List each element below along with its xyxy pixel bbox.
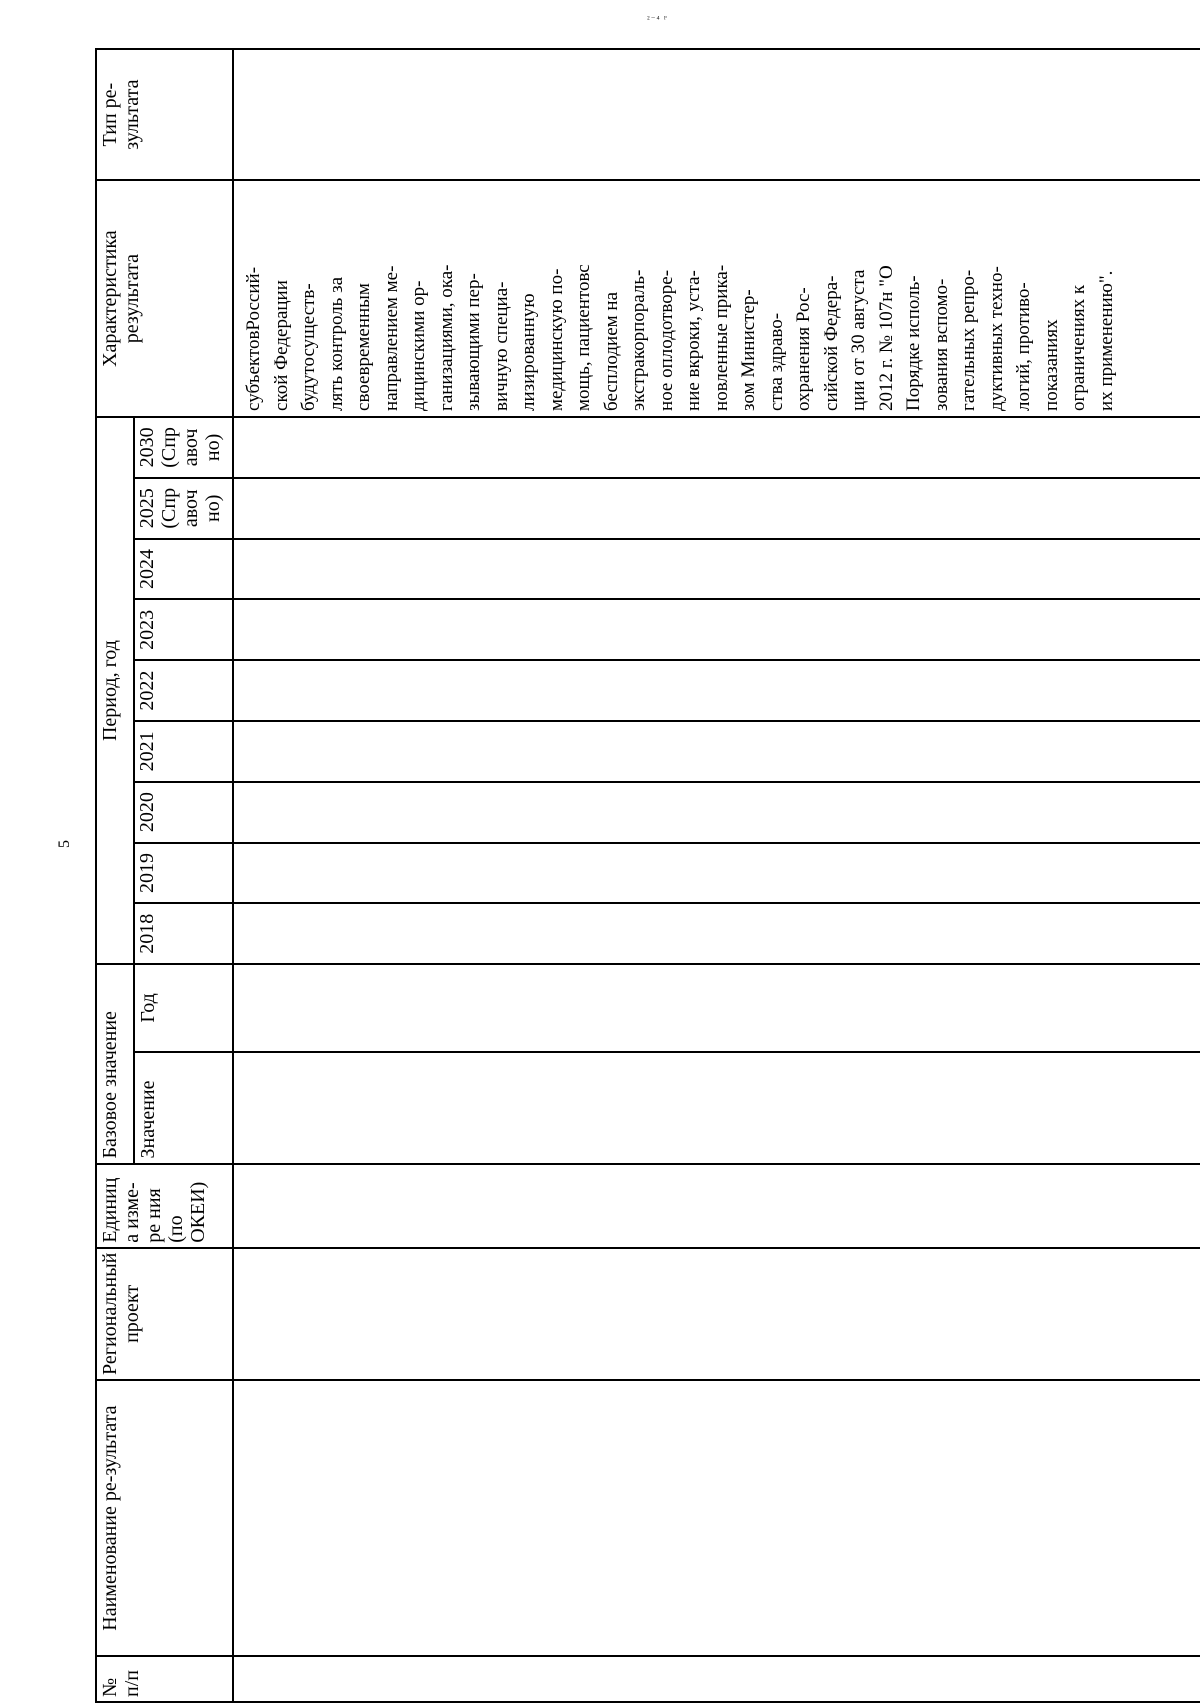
year-2022: 2022 [134, 660, 233, 721]
page-number: 5 [56, 840, 73, 848]
characteristics-line: дуктивных техно- [985, 266, 1007, 411]
characteristics-line: своевременным [353, 283, 374, 411]
cell-value-2023 [233, 599, 1200, 660]
characteristics-line: субъектовРоссий- [243, 266, 264, 411]
characteristics-line: вичную специа- [490, 281, 512, 411]
characteristics-line: гательных репро- [958, 269, 979, 411]
cell-value-2030 [233, 417, 1200, 478]
cell-base-year [233, 964, 1200, 1051]
results-table [95, 48, 1200, 1703]
year-2021: 2021 [134, 721, 233, 782]
characteristics-line: мощь, пациентовс [573, 264, 594, 411]
characteristics-line: ограничениях к [1068, 284, 1089, 411]
characteristics-line: ции от 30 августа [848, 269, 869, 411]
rotated-table-container [95, 48, 1200, 1703]
characteristics-line: экстракорпораль- [628, 269, 649, 411]
header-result-characteristics: Характеристика результата [96, 180, 233, 417]
characteristics-line: ние вкроки, уста- [683, 270, 704, 411]
characteristics-line: Порядке исполь- [903, 275, 924, 411]
header-base-value-value: Значение [134, 1052, 233, 1164]
characteristics-line: лять контроль за [325, 276, 347, 411]
characteristics-line: охранения Рос- [793, 287, 814, 411]
characteristics-line: ганизациями, ока- [435, 264, 457, 411]
year-2019: 2019 [134, 843, 233, 904]
cell-value-2025 [233, 478, 1200, 539]
characteristics-line: дицинскими ор- [408, 280, 429, 411]
year-2024: 2024 [134, 539, 233, 600]
characteristics-line: 2012 г. № 107н "О [875, 265, 897, 411]
characteristics-line: логий, противо- [1013, 282, 1034, 411]
cell-value-2018 [233, 903, 1200, 964]
cell-value-2020 [233, 782, 1200, 843]
characteristics-line: зывающими пер- [463, 273, 484, 411]
characteristics-line: сийской Федера- [820, 275, 842, 411]
cell-base-value [233, 1052, 1200, 1164]
characteristics-line: бесплодием на [600, 291, 622, 411]
cell-value-2022 [233, 660, 1200, 721]
characteristics-line: новленные прика- [710, 264, 732, 411]
cell-value-2021 [233, 721, 1200, 782]
cell-result-characteristics [233, 180, 1200, 417]
cell-result-name [233, 1380, 1200, 1656]
cell-unit [233, 1164, 1200, 1248]
year-2025: 2025 (Спр авоч но) [134, 478, 233, 539]
header-base-value-year: Год [134, 964, 233, 1051]
characteristics-line: ства здраво- [765, 312, 787, 411]
year-2020: 2020 [134, 782, 233, 843]
year-2023: 2023 [134, 599, 233, 660]
header-result-name: Наименование ре-зультата [96, 1380, 233, 1656]
header-regional-project: Региональный проект [96, 1248, 233, 1380]
scan-mark: ²⁻⁴ ᴾ [647, 14, 668, 24]
characteristics-line: лизированную [518, 293, 539, 411]
cell-num [233, 1656, 1200, 1702]
year-2018: 2018 [134, 903, 233, 964]
header-result-type: Тип ре-зультата [96, 49, 233, 180]
cell-result-type [233, 49, 1200, 180]
characteristics-line: медицинскую по- [545, 268, 567, 411]
header-num: № п/п [96, 1656, 233, 1702]
header-base-value: Базовое значение [96, 964, 134, 1163]
year-2030: 2030 (Спр авоч но) [134, 417, 233, 478]
characteristics-line: направлением ме- [380, 265, 402, 411]
cell-regional-project [233, 1248, 1200, 1380]
characteristics-line: будутосуществ- [298, 283, 319, 411]
characteristics-line: ное оплодотворе- [655, 269, 677, 411]
characteristics-line: зования вспомо- [930, 278, 952, 411]
cell-value-2019 [233, 843, 1200, 904]
characteristics-line: их применению". [1095, 270, 1117, 411]
cell-value-2024 [233, 539, 1200, 600]
characteristics-line: показаниях [1040, 319, 1062, 411]
header-period: Период, год [96, 417, 134, 964]
characteristics-line: зом Министер- [738, 289, 759, 411]
header-unit: Единиц а изме-ре ния (по ОКЕИ) [96, 1164, 233, 1248]
characteristics-line: ской Федерации [270, 280, 292, 411]
